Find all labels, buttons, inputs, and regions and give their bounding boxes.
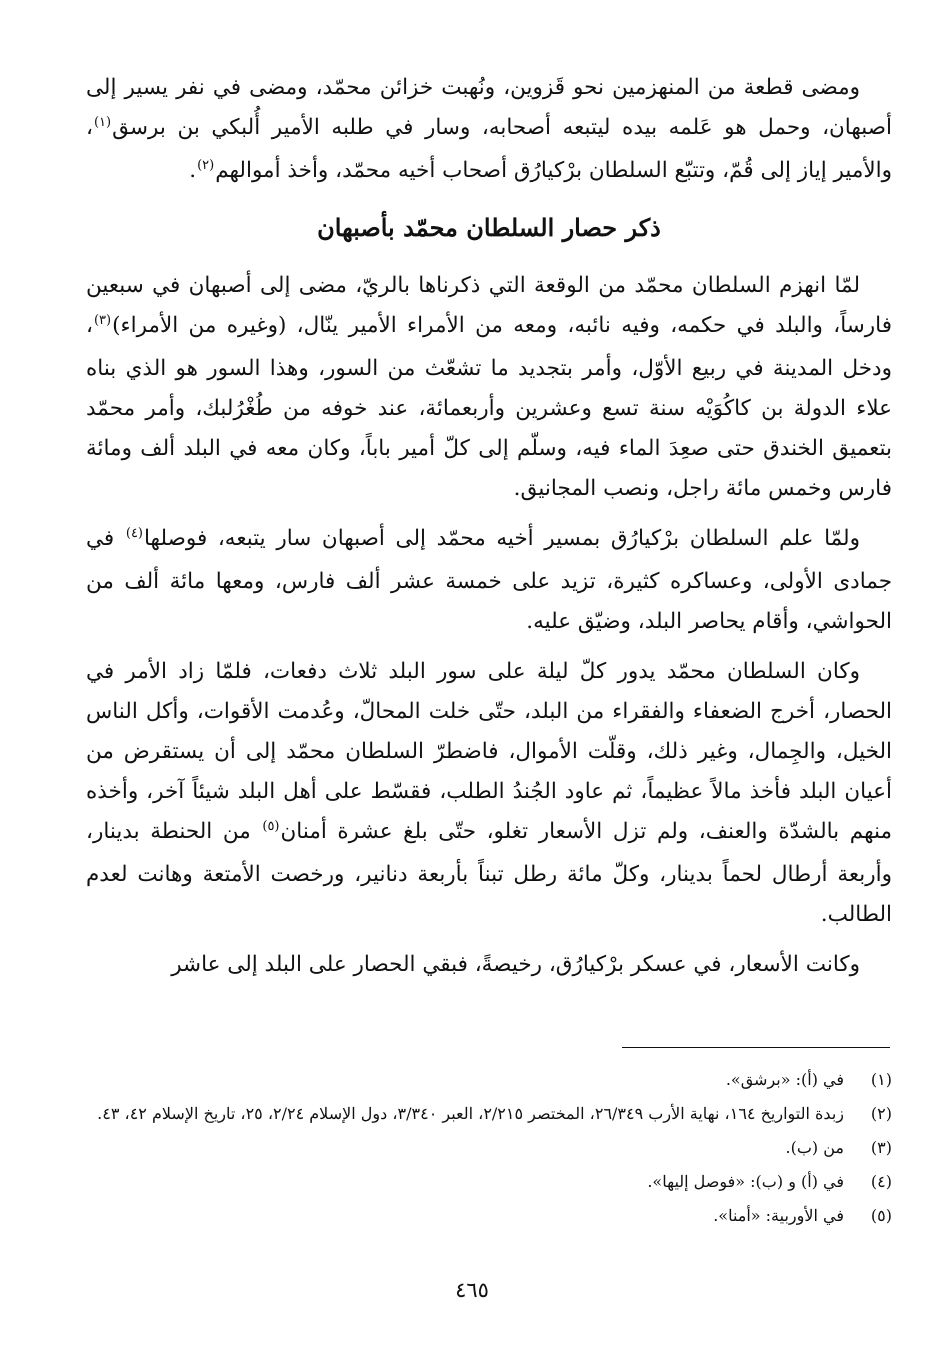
footnote-text: في الأوربية: «أمنا». — [713, 1206, 844, 1225]
footnote-separator — [622, 1047, 890, 1048]
footnote-number: (٢) — [870, 1104, 892, 1123]
paragraph-2-text: لمّا انهزم السلطان محمّد من الوقعة التي ذكرناها بالريّ، مضى إلى أصبهان في سبعين فارساً، والبلد في حكمه، وفيه نائبه، ومعه من الأمراء الأمير ينّال، (وغيره من الأمراء) — [86, 273, 892, 338]
footnote-number: (٤) — [870, 1172, 892, 1191]
footnote-text: في (أ) و (ب): «فوصل إليها». — [647, 1172, 844, 1191]
paragraph-2 — [86, 266, 892, 509]
paragraph-1 — [86, 68, 892, 194]
footnote-ref-2[interactable]: (٢) — [197, 158, 215, 173]
footnote-text: من (ب). — [785, 1138, 844, 1157]
footnote-number: (٥) — [870, 1206, 892, 1225]
page-number: ٤٦٥ — [455, 1278, 489, 1302]
paragraph-3-text: ولمّا علم السلطان برْكيارُق بمسير أخيه محمّد إلى أصبهان سار يتبعه، فوصلها — [144, 526, 860, 551]
footnote-number: (١) — [870, 1070, 892, 1089]
footnote-ref-4[interactable]: (٤) — [125, 526, 143, 541]
paragraph-1-text: ومضى قطعة من المنهزمين نحو قَزوين، ونُهبت خزائن محمّد، ومضى في نفر يسير إلى أصبهان، وحمل هو عَلمه بيده ليتبعه أصحابه، وسار في طلبه الأمير أُلبكي بن برسق — [86, 75, 892, 140]
footnote-item — [86, 1099, 892, 1128]
footnote-ref-3[interactable]: (٣) — [93, 313, 112, 328]
footnote-text: زبدة التواريخ ١٦٤، نهاية الأرب ٢٦/٣٤٩، المختصر ٢/٢١٥، العبر ٣/٣٤٠، دول الإسلام ٢/٢٤، ٢٥، تاريخ الإسلام ٤٢، ٤٣. — [97, 1104, 844, 1123]
page-body — [86, 68, 892, 985]
paragraph-1-text-b: ، والأمير إياز إلى قُمّ، وتتبّع السلطان برْكيارُق أصحاب أخيه محمّد، وأخذ أموالهم — [86, 115, 892, 183]
footnote-text: في (أ): «برشق». — [725, 1070, 844, 1089]
footnote-number: (٣) — [870, 1138, 892, 1157]
paragraph-5: وكانت الأسعار، في عسكر برْكيارُق، رخيصةً، فبقي الحصار على البلد إلى عاشر — [171, 952, 860, 977]
footnote-item — [86, 1201, 892, 1230]
paragraph-4 — [86, 652, 892, 935]
footnotes — [86, 1065, 892, 1235]
paragraph-4-text: وكان السلطان محمّد يدور كلّ ليلة على سور البلد ثلاث دفعات، فلمّا زاد الأمر في الحصار، أخرج الضعفاء والفقراء من البلد، حتّى خلت المحالّ، وعُدمت الأقوات، وأكل الناس الخيل، والجِمال، وغير ذلك، وقلّت الأموال، فاضطرّ السلطان محمّد إلى أن يستقرض من أعيان البلد فأخذ مالاً عظيماً، ثم عاود الجُندُ الطلب، فقسّط على أهل البلد شيئاً آخر، وأخذه منهم بالشدّة والعنف، ولم تزل الأسعار تغلو، حتّى بلغ عشرة أمنان — [86, 659, 892, 844]
footnote-item — [86, 1133, 892, 1162]
paragraph-3 — [86, 519, 892, 642]
paragraph-2-text-b: ، ودخل المدينة في ربيع الأوّل، وأمر بتجديد ما تشعّث من السور، وهذا السور هو الذي بناه علاء الدولة بن كاكُوَيْه سنة تسع وعشرين وأربعمائة، عند خوفه من طُغْرُلبك، وأمر محمّد بتعميق الخندق حتى صعِدَ الماء فيه، وسلّم إلى كلّ أمير باباً، وكان معه في البلد ألف ومائة فارس وخمس مائة راجل، ونصب المجانيق. — [86, 313, 892, 501]
paragraph-4-text-b: من الحنطة بدينار، وأربعة أرطال لحماً بدينار، وكلّ مائة رطل تبناً بأربعة دنانير، ورخصت الأمتعة وهانت لعدم الطالب. — [86, 819, 892, 927]
footnote-item — [86, 1065, 892, 1094]
footnote-item — [86, 1167, 892, 1196]
paragraph-3-text-b: في جمادى الأولى، وعساكره كثيرة، تزيد على خمسة عشر ألف فارس، ومعها مائة ألف من الحواشي، وأقام يحاصر البلد، وضيّق عليه. — [86, 526, 892, 634]
section-heading: ذكر حصار السلطان محمّد بأصبهان — [317, 213, 661, 242]
paragraph-1-end: . — [189, 158, 197, 183]
footnote-ref-1[interactable]: (١) — [93, 115, 112, 130]
footnote-ref-5[interactable]: (٥) — [262, 819, 280, 834]
